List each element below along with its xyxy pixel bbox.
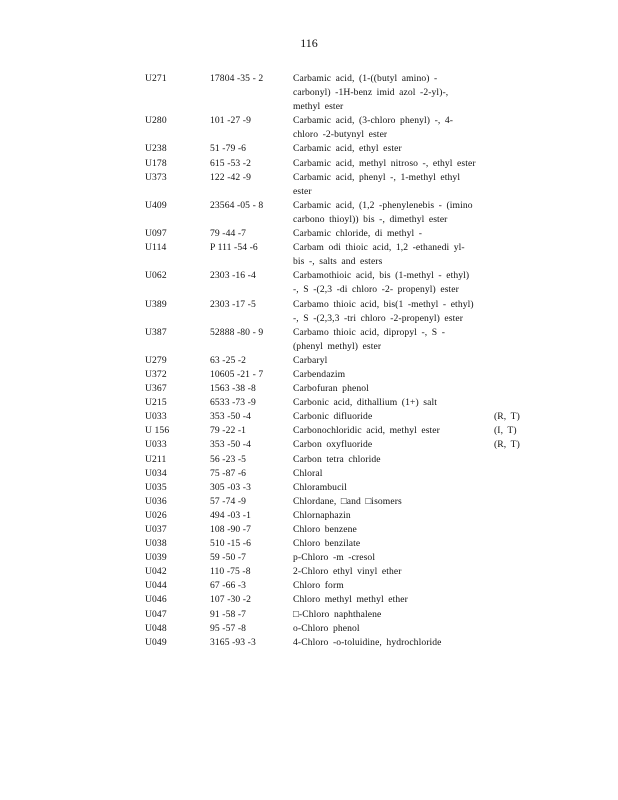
table-row: [145, 114, 545, 142]
waste-code: U036: [145, 495, 167, 507]
cas-number: 353 -50 -4: [210, 411, 251, 423]
table-row: [145, 72, 545, 114]
hazard-code: (I, T): [494, 425, 517, 437]
hazard-code: (R, T): [494, 439, 520, 451]
table-row: [145, 354, 545, 368]
table-row: [145, 453, 545, 467]
waste-code: U026: [145, 509, 167, 521]
cas-number: P 111 -54 -6: [210, 242, 258, 254]
cas-number: 108 -90 -7: [210, 524, 251, 535]
waste-code: U042: [145, 566, 167, 578]
table-row: [145, 481, 545, 495]
substance-name: Carbon tetra chloride: [293, 453, 381, 465]
table-row: [145, 467, 545, 481]
table-row: [145, 523, 545, 537]
waste-code: U097: [145, 228, 167, 240]
cas-number: 51 -79 -6: [210, 143, 247, 155]
waste-code: U409: [145, 199, 167, 211]
cas-number: 67 -66 -3: [210, 580, 247, 592]
substance-name: p-Chloro -m -cresol: [293, 552, 376, 564]
substance-name: Chloral: [293, 467, 323, 479]
waste-code: U280: [145, 115, 167, 127]
waste-code: U178: [145, 157, 167, 169]
waste-code: U049: [145, 636, 167, 648]
cas-number: 79 -44 -7: [210, 228, 247, 240]
cas-number: 52888 -80 - 9: [210, 326, 264, 338]
substance-name: Carbofuran phenol: [293, 383, 369, 395]
substance-name: Carbamo thioic acid, bis(1 -methyl - ethyl) -, S -(2,3,3 -tri chloro -2-propenyl) ester: [293, 298, 474, 324]
cas-number: 57 -74 -9: [210, 495, 247, 507]
substance-name: □-Chloro naphthalene: [293, 608, 382, 620]
waste-code: U046: [145, 594, 167, 606]
table-row: [145, 579, 545, 593]
substance-name: Carbonic difluoride: [293, 411, 373, 423]
substance-name: Chlordane, □and □isomers: [293, 495, 402, 507]
table-row: [145, 269, 545, 297]
table-row: [145, 157, 545, 171]
substance-name: Carbamic acid, (1,2 -phenylenebis - (imino carbono thioyl)) bis -, dimethyl ester: [293, 199, 473, 225]
waste-code: U062: [145, 270, 167, 282]
table-row: [145, 551, 545, 565]
table-row: [145, 622, 545, 636]
cas-number: 23564 -05 - 8: [210, 199, 264, 211]
substance-name: Carbamic acid, (3-chloro phenyl) -, 4- chloro -2-butynyl ester: [293, 115, 454, 141]
cas-number: 615 -53 -2: [210, 157, 251, 169]
waste-code: U389: [145, 298, 167, 310]
waste-code: U279: [145, 354, 167, 366]
cas-number: 510 -15 -6: [210, 538, 251, 550]
cas-number: 1563 -38 -8: [210, 383, 256, 395]
table-row: [145, 368, 545, 382]
table-row: [145, 509, 545, 523]
cas-number: 305 -03 -3: [210, 481, 251, 493]
waste-code: U114: [145, 242, 167, 254]
substance-name: Carbaryl: [293, 354, 328, 366]
substance-name: Carbam odi thioic acid, 1,2 -ethanedi yl- bis -, salts and esters: [293, 242, 465, 268]
waste-code: U372: [145, 368, 167, 380]
substance-name: o-Chloro phenol: [293, 622, 360, 634]
table-row: [145, 537, 545, 551]
page-number: 116: [300, 36, 318, 50]
cas-number: 494 -03 -1: [210, 509, 251, 521]
waste-code: U211: [145, 453, 167, 465]
substance-name: Carbamic chloride, di methyl -: [293, 228, 423, 240]
cas-number: 3165 -93 -3: [210, 636, 256, 648]
table-row: [145, 142, 545, 156]
cas-number: 101 -27 -9: [210, 115, 251, 127]
substance-name: Carbamothioic acid, bis (1-methyl - ethyl) -, S -(2,3 -di chloro -2- propenyl) ester: [293, 270, 470, 296]
table-row: [145, 241, 545, 269]
table-row: [145, 410, 545, 424]
table-row: [145, 608, 545, 622]
hazard-code: (R, T): [494, 411, 520, 423]
cas-number: 2303 -17 -5: [210, 298, 256, 310]
cas-number: 353 -50 -4: [210, 439, 251, 451]
table-row: [145, 227, 545, 241]
waste-code: U047: [145, 608, 167, 620]
substance-name: Chloro methyl methyl ether: [293, 594, 408, 606]
cas-number: 79 -22 -1: [210, 425, 247, 437]
waste-code: U035: [145, 481, 167, 493]
waste-code: U387: [145, 326, 167, 338]
waste-code: U271: [145, 73, 167, 84]
cas-number: 59 -50 -7: [210, 552, 247, 564]
substance-name: 2-Chloro ethyl vinyl ether: [293, 566, 402, 578]
substance-name: Carbonic acid, dithallium (1+) salt: [293, 397, 437, 409]
waste-code: U033: [145, 411, 167, 423]
table-row: [145, 171, 545, 199]
substance-name: Carbamic acid, methyl nitroso -, ethyl ester: [293, 157, 476, 169]
waste-code: U038: [145, 538, 167, 550]
table-row: [145, 382, 545, 396]
waste-code: U048: [145, 622, 167, 634]
table-row: [145, 565, 545, 579]
table-row: [145, 593, 545, 607]
substance-name: Chlornaphazin: [293, 509, 351, 521]
waste-code: U373: [145, 171, 167, 183]
cas-number: 75 -87 -6: [210, 467, 247, 479]
cas-number: 91 -58 -7: [210, 608, 247, 620]
cas-number: 56 -23 -5: [210, 453, 247, 465]
substance-name: Carbamic acid, phenyl -, 1-methyl ethyl ester: [293, 171, 461, 197]
table-row: [145, 396, 545, 410]
substance-name: Carbendazim: [293, 368, 346, 380]
table-row: [145, 636, 545, 650]
substance-name: Carbon oxyfluoride: [293, 439, 373, 451]
substance-name: Chloro form: [293, 580, 344, 592]
cas-number: 107 -30 -2: [210, 594, 251, 606]
waste-code: U033: [145, 439, 167, 451]
waste-code: U238: [145, 143, 167, 155]
substance-name: Carbonochloridic acid, methyl ester: [293, 425, 440, 437]
waste-code: U367: [145, 383, 167, 395]
substance-name: Chloro benzilate: [293, 538, 361, 550]
cas-number: 95 -57 -8: [210, 622, 247, 634]
hazardous-waste-table: [145, 72, 545, 650]
cas-number: 110 -75 -8: [210, 566, 251, 578]
table-row: [145, 199, 545, 227]
waste-code: U034: [145, 467, 167, 479]
cas-number: 17804 -35 - 2: [210, 73, 264, 84]
waste-code: U039: [145, 552, 167, 564]
cas-number: 10605 -21 - 7: [210, 368, 264, 380]
table-row: [145, 326, 545, 354]
cas-number: 6533 -73 -9: [210, 397, 256, 409]
cas-number: 2303 -16 -4: [210, 270, 256, 282]
substance-name: Chloro benzene: [293, 524, 357, 535]
waste-code: U037: [145, 524, 167, 535]
substance-name: 4-Chloro -o-toluidine, hydrochloride: [293, 636, 442, 648]
substance-name: Carbamo thioic acid, dipropyl -, S - (phenyl methyl) ester: [293, 326, 446, 352]
waste-code: U044: [145, 580, 167, 592]
substance-name: Carbamic acid, (1-((butyl amino) - carbonyl) -1H-benz imid azol -2-yl)-, methyl ester: [293, 73, 449, 113]
waste-code: U 156: [145, 425, 170, 437]
cas-number: 63 -25 -2: [210, 354, 247, 366]
table-row: [145, 438, 545, 452]
table-row: [145, 495, 545, 509]
waste-code: U215: [145, 397, 167, 409]
table-row: [145, 298, 545, 326]
substance-name: Carbamic acid, ethyl ester: [293, 143, 402, 155]
cas-number: 122 -42 -9: [210, 171, 251, 183]
table-row: [145, 424, 545, 438]
substance-name: Chlorambucil: [293, 481, 347, 493]
